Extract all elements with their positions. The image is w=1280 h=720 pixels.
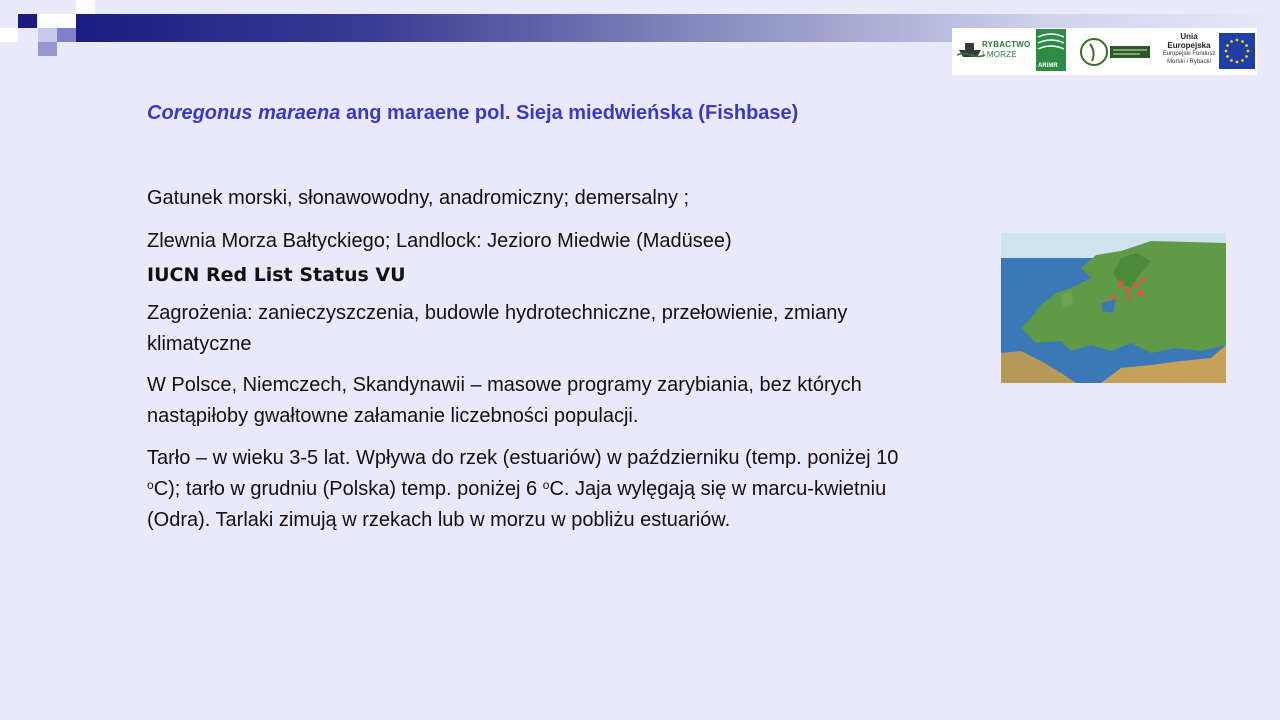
iucn-status: IUCN Red List Status VU (147, 264, 406, 286)
header-square (38, 42, 57, 56)
header-square (38, 14, 57, 28)
degree-superscript: o (147, 478, 154, 492)
header-square (38, 28, 57, 42)
header-square (18, 28, 37, 42)
europe-distribution-map-image (1001, 233, 1226, 383)
species-latin-name: Coregonus maraena (147, 102, 341, 124)
degree-superscript: o (542, 478, 550, 492)
rybactwo-logo-line1: RYBACTWO (982, 40, 1031, 49)
rybactwo-logo-line2: I MORZE (982, 50, 1017, 59)
eu-flag-icon (1219, 33, 1255, 69)
eu-logo-text (1159, 32, 1219, 66)
header-square (76, 0, 95, 14)
header-square (18, 14, 37, 28)
fields-icon (1036, 29, 1066, 59)
ministry-emblem-icon (1080, 35, 1154, 69)
habitat-paragraph: Gatunek morski, słonawowodny, anadromiczny; demersalny ; (147, 187, 690, 209)
eu-fund-line1: Europejski Fundusz (1162, 51, 1216, 57)
spawning-text-2: C); tarło w grudniu (Polska) temp. poniżej 6 (153, 478, 543, 500)
header-square (57, 28, 76, 42)
slide-title (147, 102, 798, 125)
header-square (57, 14, 76, 28)
arimr-logo-text: ARiMR (1038, 63, 1058, 69)
range-paragraph: Zlewnia Morza Bałtyckiego; Landlock: Jezioro Miedwie (Madüsee) (147, 230, 732, 252)
eu-title: Unia Europejska (1167, 32, 1211, 50)
header-square (0, 28, 19, 42)
eu-fund-line2: Morski i Rybacki (1167, 59, 1211, 65)
stocking-paragraph: W Polsce, Niemczech, Skandynawii – masowe programy zarybiania, bez których nastąpiłoby gwałtowne załamanie liczebności populacji. (147, 374, 862, 427)
sponsor-logos (952, 28, 1257, 75)
species-common-names: ang maraene pol. Sieja miedwieńska (Fishbase) (340, 102, 799, 124)
spawning-text-3: C. Jaja wylęgają się w marcu-kwietniu (Odra). Tarlaki zimują w rzekach lub w morzu w pobliżu estuariów. (147, 478, 887, 531)
rybactwo-logo (952, 28, 1034, 75)
fishing-boat-icon (957, 40, 985, 58)
arimr-logo (1036, 29, 1066, 71)
spawning-paragraph (147, 443, 937, 536)
spawning-text-1: Tarło – w wieku 3-5 lat. Wpływa do rzek (estuariów) w październiku (temp. poniżej 10 (147, 447, 899, 469)
threats-paragraph: Zagrożenia: zanieczyszczenia, budowle hydrotechniczne, przełowienie, zmiany klimatyczne (147, 302, 848, 355)
